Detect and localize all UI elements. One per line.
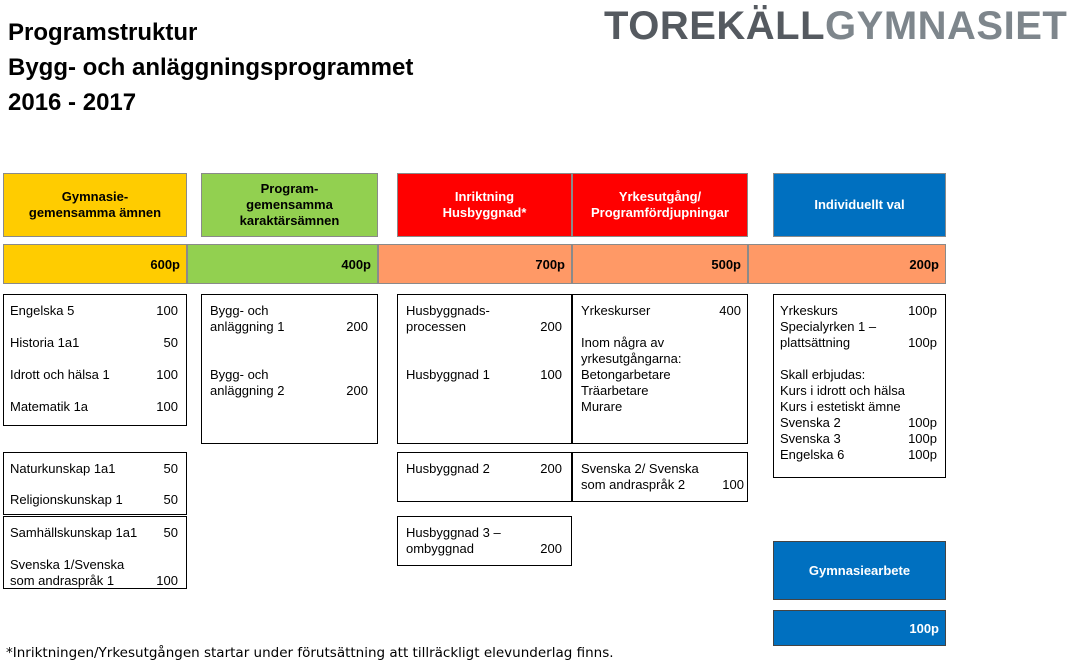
yrkesutgang-item: Träarbetare [581,383,649,398]
inriktning-group-3 [397,516,572,566]
header-individuellt-val: Individuellt val [773,173,946,237]
course-name: Svenska 2/ Svenska [581,461,699,476]
course-name-cont: anläggning 1 [210,319,285,334]
offer-heading: Skall erbjudas: [780,367,866,382]
school-year: 2016 - 2017 [8,89,137,116]
gymnasiearbete-points: 100p [773,610,946,646]
course-name: Svenska 3 [780,431,841,446]
course-points: 50 [163,461,178,476]
course-points: 200 [346,383,368,398]
course-name-cont: processen [406,319,466,334]
course-points: 100 [156,573,178,588]
course-name: Naturkunskap 1a1 [10,461,116,476]
points-individuellt-val: 200p [748,244,946,284]
course-points: 50 [163,335,178,350]
course-points: 200 [540,319,562,334]
offer-item: Kurs i idrott och hälsa [780,383,906,398]
yrkesutgang-note: yrkesutgångarna: [581,351,682,366]
offer-item: Kurs i estetiskt ämne [780,399,901,414]
course-name: Specialyrken 1 – [780,319,877,334]
course-name: Idrott och hälsa 1 [10,367,110,382]
logo-part-1: TOREKÄLL [604,4,826,48]
course-points: 100 [156,367,178,382]
course-points: 50 [163,525,178,540]
course-name: Svenska 2 [780,415,841,430]
course-name: Engelska 5 [10,303,75,318]
inriktning-group-2 [397,452,572,502]
course-name: Husbyggnad 1 [406,367,490,382]
course-points: 100 [156,303,178,318]
course-name: Matematik 1a [10,399,89,414]
gymnasiegemensamma-group-1 [3,294,187,426]
page-title: Programstruktur [8,19,198,46]
logo-part-2: GYMNASIET [825,4,1067,48]
individuellt-val-group [773,294,946,478]
course-name: Bygg- och [210,303,269,318]
points-gymnasiegemensamma: 600p [3,244,187,284]
course-points: 50 [163,492,178,507]
course-name: Samhällskunskap 1a1 [10,525,138,540]
course-name: Engelska 6 [780,447,845,462]
course-name-cont: anläggning 2 [210,383,285,398]
course-name: Yrkeskurs [780,303,838,318]
header-programgemensamma: Program- gemensamma karaktärsämnen [201,173,378,237]
header-inriktning: Inriktning Husbyggnad* [397,173,572,237]
course-name-cont: ombyggnad [406,541,474,556]
course-name: Husbyggnads- [406,303,490,318]
course-name: Husbyggnad 2 [406,461,490,476]
header-yrkesutgang: Yrkesutgång/ Programfördjupningar [572,173,748,237]
gymnasiearbete-box: Gymnasiearbete [773,541,946,600]
gymnasiegemensamma-group-2 [3,452,187,515]
course-points: 100p [908,335,937,350]
course-name: Husbyggnad 3 – [406,525,501,540]
course-points: 100p [908,303,937,318]
yrkesutgang-note: Inom några av [581,335,665,350]
course-points: 100 [156,399,178,414]
course-name-cont: plattsättning [780,335,851,350]
points-yrkesutgang: 500p [572,244,748,284]
points-programgemensamma: 400p [187,244,378,284]
yrkesutgang-item: Murare [581,399,623,414]
course-name: Religionskunskap 1 [10,492,123,507]
school-logo [604,4,1067,48]
course-points: 100 [722,477,744,492]
gymnasiegemensamma-group-3 [3,516,187,589]
yrkesutgang-group-1 [572,294,748,444]
course-points: 100 [540,367,562,382]
course-points: 100p [908,431,937,446]
yrkesutgang-item: Betongarbetare [581,367,671,382]
yrkeskurser-points: 400 [719,303,741,318]
yrkesutgang-group-2 [572,452,748,502]
course-name: Historia 1a1 [10,335,80,350]
header-gymnasiegemensamma: Gymnasie- gemensamma ämnen [3,173,187,237]
yrkeskurser-label: Yrkeskurser [581,303,651,318]
footnote: *Inriktningen/Yrkesutgången startar under förutsättning att tillräckligt elevunderlag finns. [6,645,614,661]
inriktning-group-1 [397,294,572,444]
program-name: Bygg- och anläggningsprogrammet [8,54,414,81]
course-points: 200 [540,541,562,556]
course-points: 100p [908,415,937,430]
programgemensamma-group [201,294,378,444]
course-points: 200 [346,319,368,334]
course-name: Svenska 1/Svenska [10,557,125,572]
course-points: 100p [908,447,937,462]
course-name-cont: som andraspråk 2 [581,477,686,492]
points-inriktning: 700p [378,244,572,284]
course-points: 200 [540,461,562,476]
course-name-cont: som andraspråk 1 [10,573,115,588]
course-name: Bygg- och [210,367,269,382]
